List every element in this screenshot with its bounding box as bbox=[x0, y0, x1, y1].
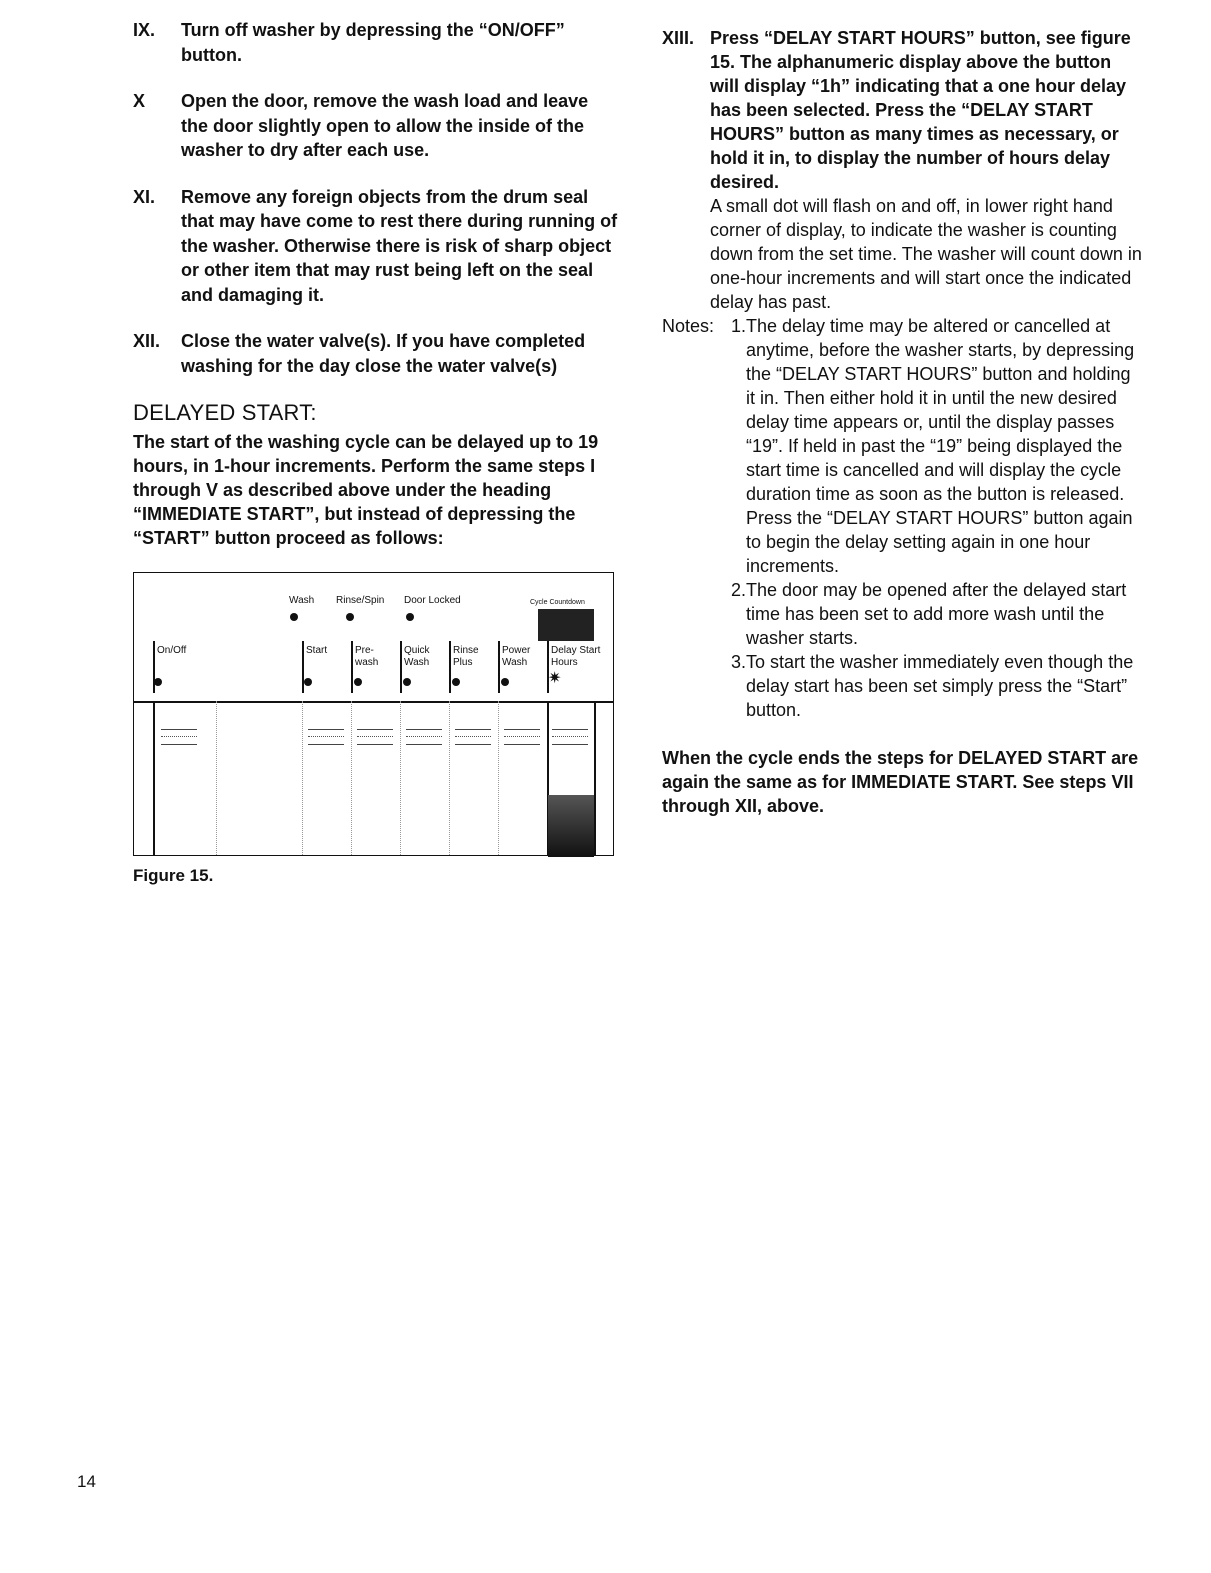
quick-wash-button-label-line2: Wash bbox=[404, 657, 430, 668]
strip-line bbox=[449, 701, 450, 855]
section-heading: DELAYED START: bbox=[133, 400, 317, 425]
rinse-plus-button-label-line2: Plus bbox=[453, 657, 473, 668]
quick-wash-button-light bbox=[403, 678, 411, 686]
power-wash-button-label[interactable]: Power bbox=[502, 645, 531, 656]
step-text: Close the water valve(s). If you have completed washing for the day close the water valve(s) bbox=[181, 331, 586, 376]
prewash-button-light bbox=[354, 678, 362, 686]
prewash-button[interactable] bbox=[357, 729, 393, 745]
control-panel-figure bbox=[133, 572, 614, 856]
power-wash-bracket bbox=[498, 641, 500, 693]
delay-start-button-label-line2: Hours bbox=[551, 657, 578, 668]
prewash-button-label-line2: wash bbox=[355, 657, 379, 668]
door-locked-indicator-light bbox=[406, 613, 414, 621]
step-xiii-detail: A small dot will flash on and off, in lower right hand corner of display, to indicate the washer is counting down from the set time. The washer will count down in one-hour increments and will start once the indicated delay has past. bbox=[710, 196, 1142, 312]
on-off-button[interactable] bbox=[161, 729, 197, 745]
step-xi bbox=[133, 185, 618, 308]
alphanumeric-display bbox=[538, 609, 594, 641]
start-button[interactable] bbox=[308, 729, 344, 745]
note-number: 1. bbox=[730, 316, 746, 336]
step-text: Press “DELAY START HOURS” button, see figure 15. The alphanumeric display above the button will display “1h” indicating that a one hour delay has been selected. Press the “DELAY START HOURS” button as many times as necessary, or hold it in, to display the number of hours delay desired. bbox=[710, 28, 1131, 192]
power-wash-button[interactable] bbox=[504, 729, 540, 745]
power-wash-button-light bbox=[501, 678, 509, 686]
on-off-button-label[interactable]: On/Off bbox=[157, 645, 187, 656]
step-xii bbox=[133, 329, 618, 378]
cycle-countdown-label: Cycle Countdown bbox=[530, 599, 585, 606]
right-column bbox=[662, 26, 1142, 818]
note-3 bbox=[662, 650, 1142, 722]
step-number: IX. bbox=[133, 20, 156, 40]
quick-wash-button[interactable] bbox=[406, 729, 442, 745]
note-text: The delay time may be altered or cancelled at anytime, before the washer starts, by depressing the “DELAY START HOURS” button and holding it in. Then either hold it in until the new desired delay time appears or, until the display passes “19”. If held in past the “19” being displayed the start time is cancelled and will display the cycle duration time as soon as the button is released. Press the “DELAY START HOURS” button again to begin the delay setting again in one hour increments. bbox=[746, 316, 1135, 576]
strip-line bbox=[302, 701, 303, 855]
left-column bbox=[133, 18, 618, 886]
rinse-plus-bracket bbox=[449, 641, 451, 693]
note-text: To start the washer immediately even though the delay start has been set simply press the “Start” button. bbox=[746, 652, 1134, 720]
strip-line bbox=[153, 701, 155, 855]
step-number: X bbox=[133, 91, 146, 111]
power-wash-button-label-line2: Wash bbox=[502, 657, 528, 668]
start-bracket bbox=[302, 641, 304, 693]
strip-line bbox=[594, 701, 596, 855]
prewash-bracket bbox=[351, 641, 353, 693]
strip-line bbox=[498, 701, 499, 855]
strip-line bbox=[400, 701, 401, 855]
closing-paragraph: When the cycle ends the steps for DELAYED START are again the same as for IMMEDIATE START. See steps VII through XII, above. bbox=[662, 748, 1139, 816]
step-number: XII. bbox=[133, 331, 161, 351]
start-button-light bbox=[304, 678, 312, 686]
step-x bbox=[133, 89, 618, 163]
note-number: 3. bbox=[730, 652, 746, 672]
note-2 bbox=[662, 578, 1142, 650]
rinse-plus-button[interactable] bbox=[455, 729, 491, 745]
section-intro: The start of the washing cycle can be delayed up to 19 hours, in 1-hour increments. Perform the same steps I through V as described above under the heading “IMMEDIATE START”, but instead of depressing the “START” button proceed as follows: bbox=[133, 432, 599, 548]
on-off-bracket bbox=[153, 641, 155, 693]
note-1 bbox=[662, 314, 1142, 578]
step-text: Open the door, remove the wash load and leave the door slightly open to allow the inside of the washer to dry after each use. bbox=[181, 91, 589, 160]
note-text: The door may be opened after the delayed start time has been set to add more wash until the washer starts. bbox=[746, 580, 1127, 648]
delay-start-button[interactable] bbox=[552, 729, 588, 745]
page-number: 14 bbox=[77, 1472, 96, 1491]
step-text: Turn off washer by depressing the “ON/OFF” button. bbox=[181, 20, 565, 65]
rinse-plus-button-label[interactable]: Rinse bbox=[453, 645, 479, 656]
start-button-label[interactable]: Start bbox=[306, 645, 328, 656]
step-ix bbox=[133, 18, 618, 67]
delay-start-shading bbox=[548, 795, 594, 857]
rinse-spin-indicator-label: Rinse/Spin bbox=[336, 595, 385, 606]
strip-line bbox=[216, 701, 217, 855]
delay-start-button-label[interactable]: Delay Start bbox=[551, 645, 601, 656]
quick-wash-button-label[interactable]: Quick bbox=[404, 645, 430, 656]
panel-divider bbox=[134, 701, 613, 703]
door-locked-indicator-label: Door Locked bbox=[404, 595, 461, 606]
notes-block: Notes: bbox=[662, 316, 715, 336]
wash-indicator-light bbox=[290, 613, 298, 621]
flashing-star-icon: ✷ bbox=[548, 670, 562, 687]
step-number: XI. bbox=[133, 186, 156, 207]
rinse-plus-button-light bbox=[452, 678, 460, 686]
figure-caption: Figure 15. bbox=[133, 866, 214, 885]
step-xiii bbox=[662, 26, 1142, 194]
step-text: Remove any foreign objects from the drum seal that may have come to rest there during running of the washer. Otherwise there is risk of sharp object or other item that may rust being left on the seal and damaging it. bbox=[181, 186, 618, 305]
wash-indicator-label: Wash bbox=[289, 595, 315, 606]
on-off-button-light bbox=[154, 678, 162, 686]
note-number: 2. bbox=[730, 580, 746, 600]
quick-wash-bracket bbox=[400, 641, 402, 693]
rinse-spin-indicator-light bbox=[346, 613, 354, 621]
prewash-button-label[interactable]: Pre- bbox=[355, 645, 374, 656]
strip-line bbox=[351, 701, 352, 855]
step-number: XIII. bbox=[662, 28, 695, 48]
